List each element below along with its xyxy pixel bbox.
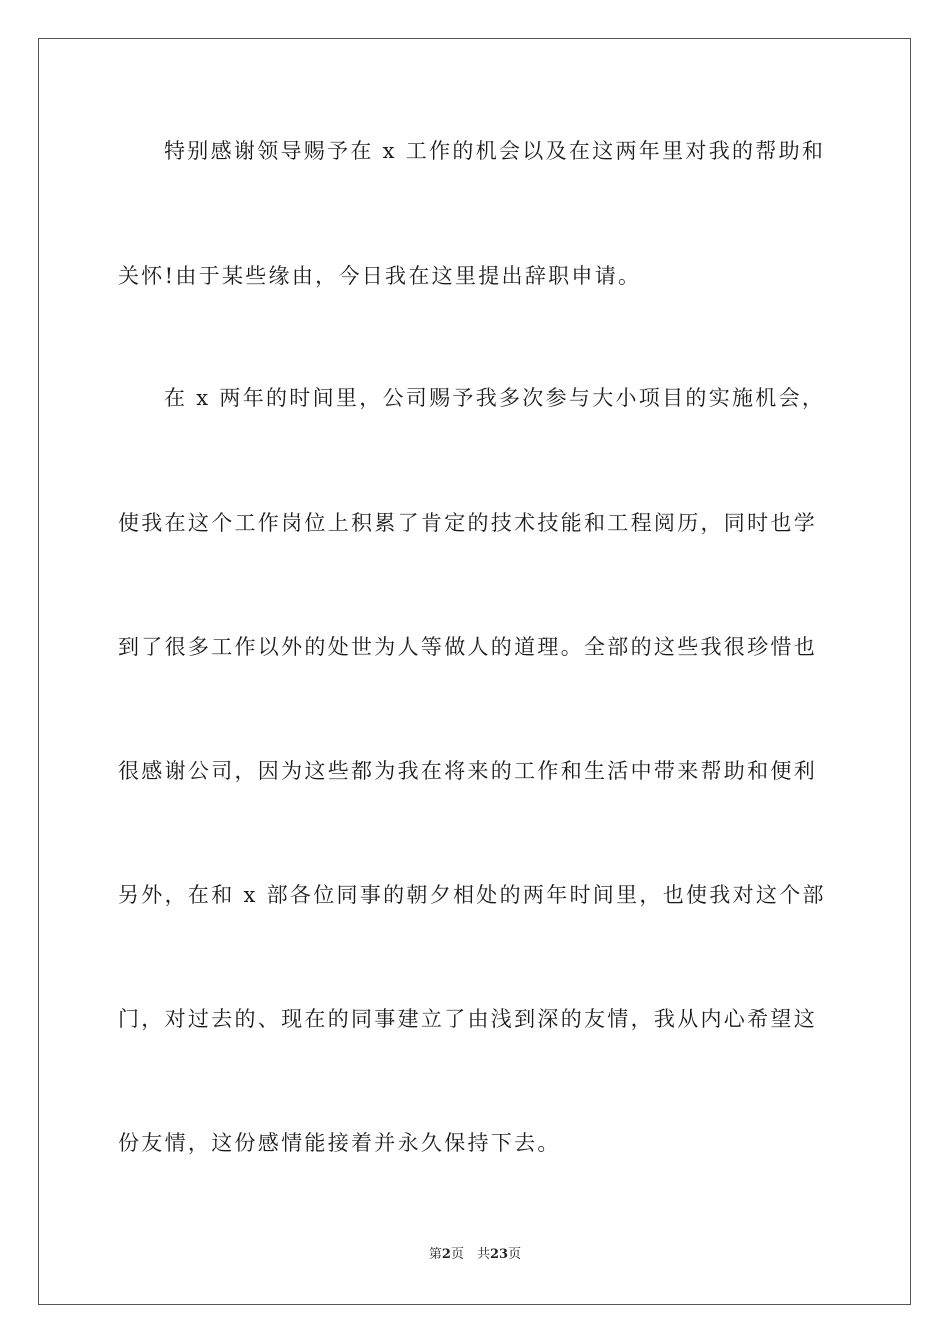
footer-page-prefix: 第: [428, 1247, 442, 1262]
paragraph-2-line-5: 另外，在和 x 部各位同事的朝夕相处的两年时间里，也使我对这个部: [118, 883, 826, 907]
paragraph-2-line-3: 到了很多工作以外的处世为人等做人的道理。全部的这些我很珍惜也: [118, 635, 817, 659]
paragraph-2-line-4: 很感谢公司，因为这些都为我在将来的工作和生活中带来帮助和便利: [118, 759, 817, 783]
paragraph-2-line-6: 门，对过去的、现在的同事建立了由浅到深的友情，我从内心希望这: [118, 1007, 817, 1031]
footer-page-mid: 页 共: [450, 1247, 490, 1262]
page-number-footer: [0, 1246, 950, 1264]
paragraph-2-line-1: 在 x 两年的时间里，公司赐予我多次参与大小项目的实施机会，: [164, 386, 826, 410]
footer-page-suffix: 页: [508, 1247, 522, 1262]
page-border: [38, 38, 911, 1305]
paragraph-2-line-7: 份友情，这份感情能接着并永久保持下去。: [118, 1131, 561, 1155]
paragraph-1-line-2: 关怀!由于某些缘由，今日我在这里提出辞职申请。: [118, 264, 642, 288]
footer-total-pages: 23: [489, 1247, 509, 1262]
paragraph-2-line-2: 使我在这个工作岗位上积累了肯定的技术技能和工程阅历，同时也学: [118, 511, 817, 535]
paragraph-1-line-1: 特别感谢领导赐予在 x 工作的机会以及在这两年里对我的帮助和: [164, 139, 826, 163]
footer-current-page: 2: [441, 1247, 451, 1262]
